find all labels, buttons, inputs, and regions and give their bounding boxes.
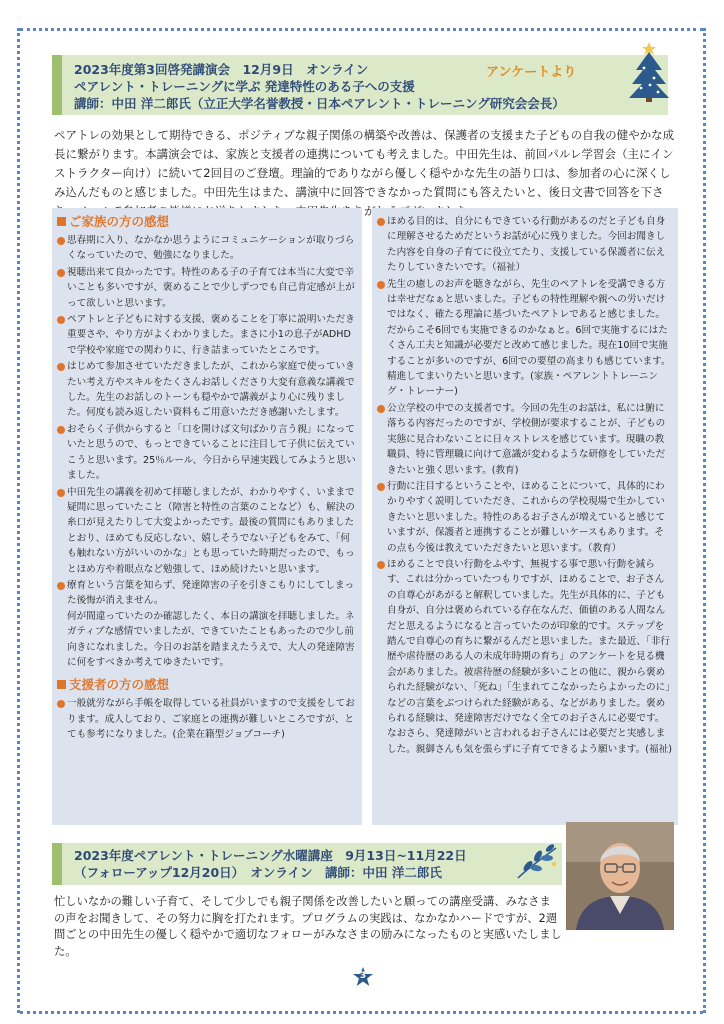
family-comment: 中田先生の講義を初めて拝聴しましたが、わかりやすく、いままで疑問に思っていたこと（障害と特性の言葉のことなど）も、解決の糸口が見えたりして大変よかったです。最後の質問にもありましたとおり、ほめても反応しない、嬉しそうでない子どもをみて、「何も触れない方がいいのかな」とも思っていた時期だったので、もっとほめ方や着眼点など勉強して、ほめ続けたいと思います。 <box>57 485 356 577</box>
bullet-dot-icon <box>57 426 65 434</box>
left-comments-column <box>52 208 362 825</box>
supporter-comment: ほめることで良い行動をふやす、無視する事で悪い行動を減らす、これは分かっていたつもりですが、ほめることで、お子さんの自尊心があがると解釈していました。先生が具体的に、子ども自身が、自分は褒められている存在なんだ、価値のある人間なんだと思えるようになると言っていたのが印象的です。ステップを踏んで自尊心の育ちに繋がるんだと思いました。また最近、「非行歴や虐待歴のある人の未成年時期の育ち」のアンケートを見る機会がありました。被虐待歴の経験が多いことの他に、親から褒められた経験がない、「死ね」「生まれてこなかったらよかったのに」などの言葉をぶつけられた経験がある、などがありました。褒められる経験は、発達障害だけでなく全てのお子さんに必要です。なおさら、発達障がいと言われるお子さんには必要だと実感しました。親御さんも気を張らずに子育てできるよう願います。(福祉) <box>377 557 672 757</box>
right-comments-column <box>372 208 678 825</box>
bullet-dot-icon <box>57 489 65 497</box>
supporter-comment: 一般就労ながら手帳を取得している社員がいますので支援をしております。成人しており、ご家庭との連携が難しいところですが、とても参考になりました。(企業在籍型ジョブコーチ) <box>57 696 356 742</box>
survey-label: アンケートより <box>486 65 577 80</box>
bullet-dot-icon <box>57 316 65 324</box>
square-bullet-icon <box>57 217 66 226</box>
course-summary-paragraph: 忙しいなかの難しい子育て、そして少しでも親子関係を改善したいと願っての講座受講、みなさまの声をお聞きして、その努力に胸を打たれます。プログラムの実践は、なかなかハードですが、2週間ごとの中田先生の優しく穏やかで適切なフォローがみなさまの励みになったものと実感いたしました。 <box>54 895 562 958</box>
dotted-border-bottom <box>20 1011 703 1014</box>
bullet-dot-icon <box>57 700 65 708</box>
bullet-dot-icon <box>57 582 65 590</box>
family-comment: おそらく子供からすると「口を開けば文句ばかり言う親」になっていたと思うので、もっとできていることに注目して子供に伝えていこうと思います。25％ルール、今日から早速実践してみようと思いました。 <box>57 422 356 484</box>
bullet-dot-icon <box>377 561 385 569</box>
family-section-heading: ご家族の方の感想 <box>57 214 356 230</box>
family-comment: 思春期に入り、なかなか思うようにコミュニケーションが取りづらくなっていたので、勉強になりました。 <box>57 233 356 264</box>
page-number: 3 <box>359 971 367 981</box>
dotted-border-left <box>17 28 20 1013</box>
supporter-comment: 行動に注目するということや、ほめることについて、具体的にわかりやすく説明していただき、これからの学校現場で生かしていきたいと思いました。特性のあるお子さんが増えていると感じていますが、保護者と連携することが難しいケースもあります。その点も今後は教えていただきたいと思います。（教育） <box>377 479 672 556</box>
leaf-sprig-icon <box>514 842 560 882</box>
lecture-speaker: 講師：中田 洋二郎氏（立正大学名誉教授・日本ペアレント・トレーニング研究会会長） <box>74 96 565 111</box>
bullet-dot-icon <box>377 218 385 226</box>
course-details: （フォローアップ12月20日） オンライン 講師：中田 洋二郎氏 <box>74 865 442 880</box>
lecture-date-line: 2023年度第3回啓発講演会 12月9日 オンライン <box>74 62 369 77</box>
course-title: 2023年度ペアレント・トレーニング水曜講座 9月13日~11月22日 <box>74 848 467 863</box>
bullet-dot-icon <box>57 363 65 371</box>
square-bullet-icon <box>57 680 66 689</box>
dotted-border-top <box>20 28 703 31</box>
supporter-comment: ほめる目的は、自分にもできている行動があるのだと子ども自身に理解させるためだというお話が心に残りました。今回お聞きした内容を自身の子育てに役立てたり、支援している保護者に伝えたりしていきたいです。（福祉） <box>377 214 672 276</box>
bullet-dot-icon <box>377 405 385 413</box>
bullet-dot-icon <box>377 483 385 491</box>
supporter-comment: 公立学校の中での支援者です。今回の先生のお話は、私には腑に落ちる内容だったのですが、学校側が要求することが、子どもの実態に見合わないことに日々ストレスを感じています。現職の教職員、特に管理職に向けて意識が変わるような研修をしていただきたいと強く思います。(教育) <box>377 401 672 478</box>
bullet-dot-icon <box>377 281 385 289</box>
bullet-dot-icon <box>57 269 65 277</box>
family-comment: 視聴出来て良かったです。特性のある子の子育ては本当に大変で辛いことも多いですが、褒めることで少しずつでも自己肯定感が上がって欲しいと思います。 <box>57 265 356 311</box>
supporter-section-heading: 支援者の方の感想 <box>57 677 356 693</box>
bullet-dot-icon <box>57 237 65 245</box>
family-comment: はじめて参加させていただきましたが、これから家庭で使っていきたい考え方やスキルをたくさんお話しくださり大変有意義な講義でした。先生のお話しのトーンも穏やかで講義がより心に残りました。何度も読み返したい資料もご用意いただき感謝いたします。 <box>57 359 356 421</box>
speaker-portrait-photo <box>566 822 674 930</box>
family-comment: 療育という言葉を知らず、発達障害の子を引きこもりにしてしまった後悔が消えません。 何が間違っていたのか確認したく、本日の講演を拝聴しました。ネガティブな感情でいましたが、できていたこともあったので少し前向きになれました。今日のお話を踏まえたうえで、大人の発達障害に何をすべきか考えてゆきたいです。 <box>57 578 356 670</box>
intro-paragraph: ペアトレの効果として期待できる、ポジティブな親子関係の構築や改善は、保護者の支援また子どもの自我の健やかな成長に繋がります。本講演会では、家族と支援者の連携についても考えました。中田先生は、前回パルレ学習会（主にインストラクター向け）に続いて2回目のご登壇。理論的でありながら優しく穏やかな先生の語り口は、参加者の心に深くしみ込んだものと感じました。中田先生はまた、講演中に回答できなかった質問にも答えたいと、後日文書で回答を下さ ありがと <box>54 128 675 218</box>
supporter-comment: 先生の癒しのお声を聴きながら、先生のペアトレを受講できる方は幸せだなぁと思いました。子どもの特性理解や親への労いだけではなく、確たる理論に基づいたペアトレであると感じました。だからこそ6回でも実施できるのかなぁと。6回で実施するにはたくさん工夫と知識が必要だと改めて感じました。現在10回で実施することが多いのですが、6回での要望の高まりも感じています。精進してまいりたいと思います。(家族・ペアレントトレーニング・トレーナー) <box>377 277 672 400</box>
family-comment: ペアトレと子どもに対する支援、褒めることを丁寧に説明いただき重要さや、やり方がよくわかりました。まさに小1の息子がADHDで学校や家庭での関わりに、行き詰まっていたところです。 <box>57 312 356 358</box>
course-header <box>52 843 562 885</box>
lecture-title: ペアレント・トレーニングに学ぶ 発達特性のある子への支援 <box>74 79 415 94</box>
christmas-tree-icon <box>624 40 674 102</box>
dotted-border-right <box>703 28 706 1013</box>
